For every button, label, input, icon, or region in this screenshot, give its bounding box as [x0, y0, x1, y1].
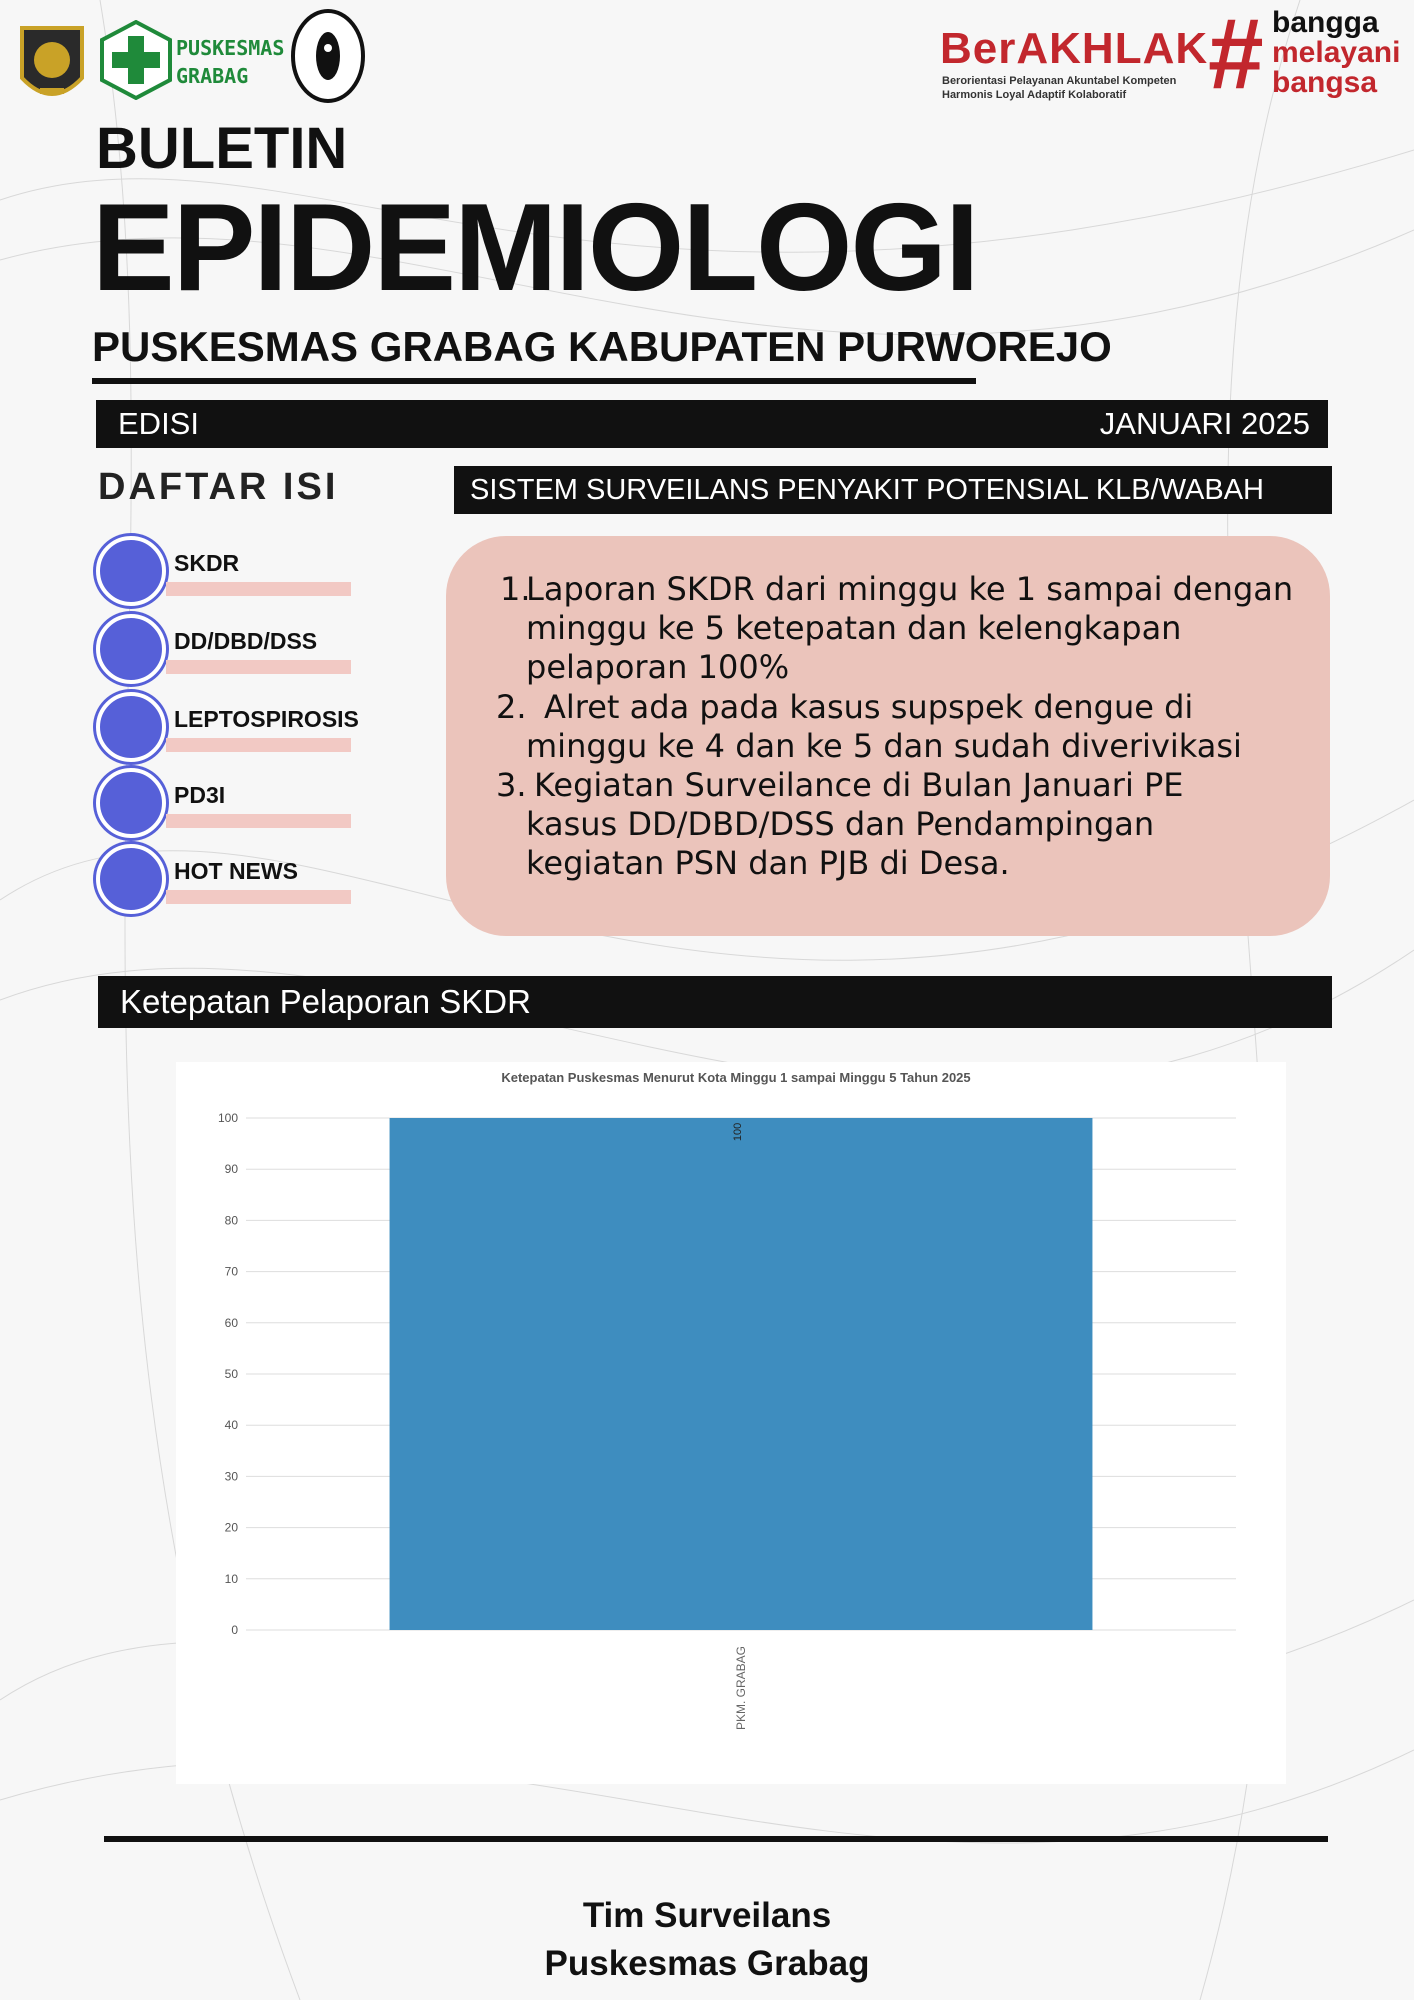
- title-underline: [92, 378, 976, 384]
- chart-ytick-label: 40: [224, 1418, 238, 1433]
- toc-bullet-icon: [96, 768, 166, 838]
- toc-label: LEPTOSPIROSIS: [174, 706, 359, 732]
- summary-num-1: 1.: [500, 570, 531, 608]
- toc-item-skdr[interactable]: [96, 536, 356, 606]
- chart-title: Ketepatan Puskesmas Menurut Kota Minggu 1 sampai Minggu 5 Tahun 2025: [501, 1070, 971, 1085]
- toc-heading: DAFTAR ISI: [98, 466, 339, 508]
- bangsa-word: bangsa: [1272, 66, 1378, 99]
- toc-item-hot-news[interactable]: [96, 844, 356, 914]
- chart-ytick-label: 90: [224, 1162, 238, 1177]
- toc-bullet-icon: [96, 614, 166, 684]
- chart-ytick-label: 70: [224, 1264, 238, 1279]
- toc-stripe: [166, 660, 351, 674]
- chart-ytick-label: 80: [224, 1213, 238, 1228]
- edition-label: EDISI: [118, 406, 199, 441]
- toc-item-leptospirosis[interactable]: [96, 692, 359, 762]
- chart-data-label: 100: [732, 1122, 744, 1142]
- edition-bar: [96, 400, 1328, 448]
- chart-xtick-label: PKM. GRABAG: [734, 1646, 748, 1731]
- chart-ytick-label: 0: [231, 1623, 238, 1637]
- toc-label: HOT NEWS: [174, 858, 298, 884]
- chart-ytick-label: 20: [224, 1520, 238, 1535]
- regency-emblem-icon: [14, 18, 90, 110]
- chart-ytick-label: 100: [217, 1111, 238, 1125]
- footer-divider: [104, 1836, 1328, 1842]
- toc-label: PD3I: [174, 782, 226, 808]
- summary-num-2: 2.: [496, 688, 527, 726]
- chart-ytick-label: 10: [224, 1571, 238, 1586]
- toc-item-pd3i[interactable]: [96, 768, 356, 838]
- berakhlak-logo: BerAKHLAK: [940, 24, 1209, 73]
- toc-bullet-icon: [96, 844, 166, 914]
- chart-ytick-label: 30: [224, 1469, 238, 1484]
- summary-num-3: 3.: [496, 766, 527, 804]
- bangga-word: bangga: [1272, 6, 1379, 39]
- summary-line: minggu ke 5 ketepatan dan kelengkapan: [526, 609, 1182, 647]
- summary-line: Kegiatan Surveilance di Bulan Januari PE: [534, 766, 1184, 804]
- title-buletin: BULETIN: [96, 116, 348, 181]
- summary-line: Laporan SKDR dari minggu ke 1 sampai dengan: [526, 570, 1294, 608]
- surveilans-seal-icon: [290, 8, 366, 104]
- chart-ytick-label: 50: [224, 1367, 238, 1381]
- berakhlak-tagline-1: Berorientasi Pelayanan Akuntabel Kompeten: [942, 75, 1177, 87]
- title-epidemiologi: EPIDEMIOLOGI: [92, 179, 978, 317]
- ketepatan-heading: Ketepatan Pelaporan SKDR: [120, 983, 531, 1020]
- toc-bullet-icon: [96, 536, 166, 606]
- chart-panel: [176, 1062, 1286, 1784]
- toc-stripe: [166, 582, 351, 596]
- toc-stripe: [166, 738, 351, 752]
- melayani-word: melayani: [1272, 36, 1401, 69]
- toc-label: SKDR: [174, 550, 240, 576]
- summary-line: Alret ada pada kasus supspek dengue di: [544, 688, 1194, 726]
- title-subtitle: PUSKESMAS GRABAG KABUPATEN PURWOREJO: [92, 323, 1112, 370]
- summary-line: kasus DD/DBD/DSS dan Pendampingan: [526, 805, 1155, 843]
- section-heading-bar: [454, 466, 1332, 514]
- grabag-label: GRABAG: [176, 64, 249, 88]
- summary-box: [446, 536, 1330, 936]
- toc-bullet-icon: [96, 692, 166, 762]
- summary-line: minggu ke 4 dan ke 5 dan sudah diverivikasi: [526, 727, 1242, 765]
- section-heading: SISTEM SURVEILANS PENYAKIT POTENSIAL KLB/WABAH: [470, 474, 1264, 506]
- summary-line: kegiatan PSN dan PJB di Desa.: [526, 844, 1010, 882]
- hashtag-symbol: #: [1208, 0, 1264, 110]
- puskesmas-cross-icon: [100, 20, 172, 100]
- footer-org: Puskesmas Grabag: [544, 1944, 870, 1983]
- footer-team: Tim Surveilans: [582, 1896, 832, 1935]
- edition-date: JANUARI 2025: [1099, 406, 1310, 441]
- toc-stripe: [166, 890, 351, 904]
- chart-bar: [390, 1118, 1093, 1630]
- toc-label: DD/DBD/DSS: [174, 628, 318, 654]
- chart-ytick-label: 60: [224, 1315, 238, 1330]
- toc-item-dbd[interactable]: [96, 614, 356, 684]
- berakhlak-tagline-2: Harmonis Loyal Adaptif Kolaboratif: [942, 89, 1127, 101]
- ketepatan-bar: [98, 976, 1332, 1028]
- toc-stripe: [166, 814, 351, 828]
- bar-chart: [176, 1062, 1286, 1784]
- puskesmas-label: PUSKESMAS: [176, 36, 285, 60]
- summary-line: pelaporan 100%: [526, 648, 790, 686]
